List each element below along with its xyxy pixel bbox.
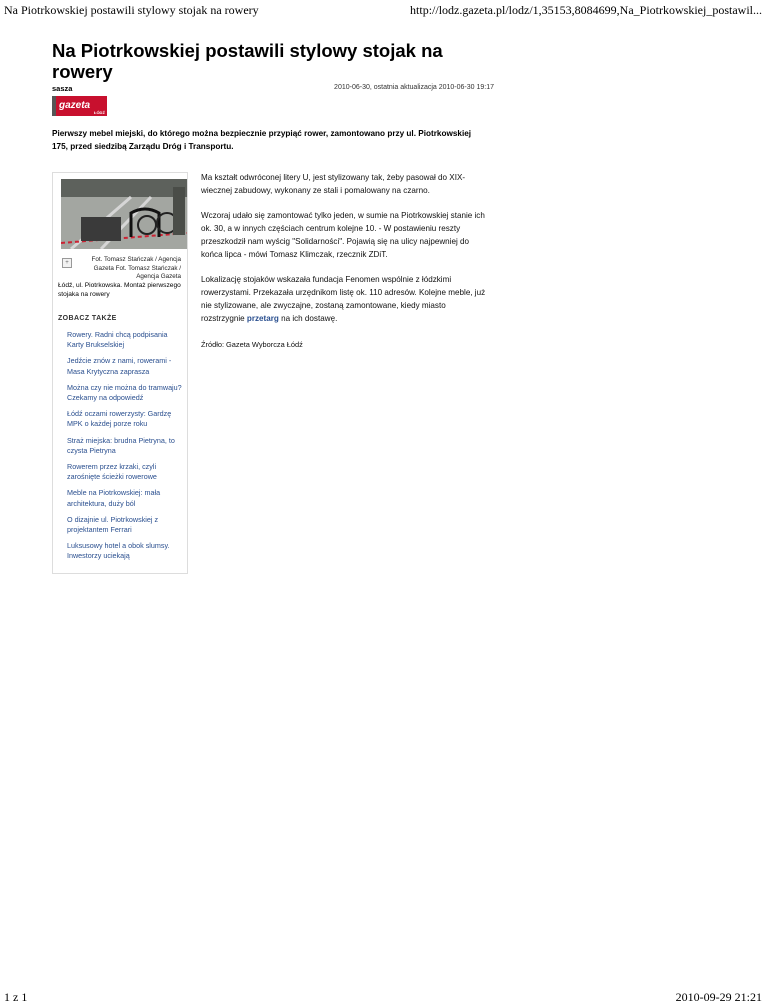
article-author: sasza [52, 84, 73, 93]
article-lead: Pierwszy mebel miejski, do którego można bezpiecznie przypiąć rower, zamontowano przy ul. Piotrkowskiej 175, przed siedzibą Zarządu Dróg i Transportu. [52, 129, 472, 151]
paragraph-text: Lokalizację stojaków wskazała fundacja Fenomen wspólnie z łódzkimi rowerzystami. Przekazała urzędnikom listę ok. 110 adresów. Kolejne meble, już nie stylizowane, ale zwyczajne, zostaną zamontowane, kiedy miasto rozstrzygnie [201, 275, 486, 323]
article-body [201, 171, 489, 364]
print-header-url: http://lodz.gazeta.pl/lodz/1,35153,8084699,Na_Piotrkowskiej_postawil... [410, 3, 762, 17]
see-also-heading: ZOBACZ TAKŻE [58, 315, 117, 322]
page-counter: 1 z 1 [4, 990, 28, 1004]
enlarge-icon[interactable]: + [62, 258, 72, 268]
gazeta-logo[interactable] [52, 96, 107, 116]
article-title: Na Piotrkowskiej postawili stylowy stojak na rowery [52, 40, 443, 82]
related-link[interactable]: Meble na Piotrkowskiej: mała architektura, duży ból [67, 488, 161, 508]
related-link[interactable]: Luksusowy hotel a obok slumsy. Inwestorzy uciekają [67, 541, 170, 561]
photo-credit: Fot. Tomasz Stańczak / Agencja Gazeta Fot. Tomasz Stańczak / Agencja Gazeta [91, 256, 181, 280]
article-source: Źródło: Gazeta Wyborcza Łódź [201, 340, 303, 349]
related-link[interactable]: O dizajnie ul. Piotrkowskiej z projektantem Ferrari [67, 514, 159, 535]
photo-caption: Łódź, ul. Piotrkowska. Montaż pierwszego stojaka na rowery [58, 282, 181, 298]
print-header-title: Na Piotrkowskiej postawili stylowy stojak na rowery [4, 3, 259, 17]
related-link[interactable]: Rowerem przez krzaki, czyli zarośnięte ścieżki rowerowe [67, 462, 157, 482]
related-link[interactable]: Można czy nie można do tramwaju? Czekamy na odpowiedź [67, 382, 182, 403]
body-paragraph [201, 273, 489, 325]
body-paragraph: Wczoraj udało się zamontować tylko jeden, w sumie na Piotrkowskiej stanie ich ok. 30, a w innych częściach centrum kolejne 10. - W postawieniu reszty przeszkodził nam wyścig "Solidarności". Pojawią się na ulicy najpewniej do końca lipca - mówi Tomasz Klimczak, rzecznik ZDiT. [201, 211, 485, 259]
article-photo[interactable] [61, 179, 187, 249]
print-timestamp: 2010-09-29 21:21 [675, 990, 762, 1004]
related-link[interactable]: Rowery. Radni chcą podpisania Karty Brukselskiej [67, 330, 168, 350]
sidebar-box [52, 172, 188, 574]
paragraph-text: na ich dostawę. [278, 314, 338, 323]
logo-subtext: ŁÓDŹ [94, 110, 105, 115]
related-link[interactable]: Straż miejska: brudna Pietryna, to czysta Pietryna [67, 435, 175, 455]
body-paragraph: Ma kształt odwróconej litery U, jest stylizowany tak, żeby pasował do XIX-wiecznej zabudowy, wykonany ze stali i pomalowany na czarno. [201, 173, 466, 195]
tender-link[interactable]: przetarg [246, 314, 279, 323]
logo-text: gazeta [59, 100, 91, 111]
related-links-list [67, 330, 185, 568]
related-link[interactable]: Łódź oczami rowerzysty: Gardzę MPK o każdej porze roku [67, 409, 172, 429]
article-dates: 2010-06-30, ostatnia aktualizacja 2010-06-30 19:17 [334, 84, 494, 91]
related-link[interactable]: Jedźcie znów z nami, rowerami - Masa Krytyczna zaprasza [67, 356, 172, 376]
